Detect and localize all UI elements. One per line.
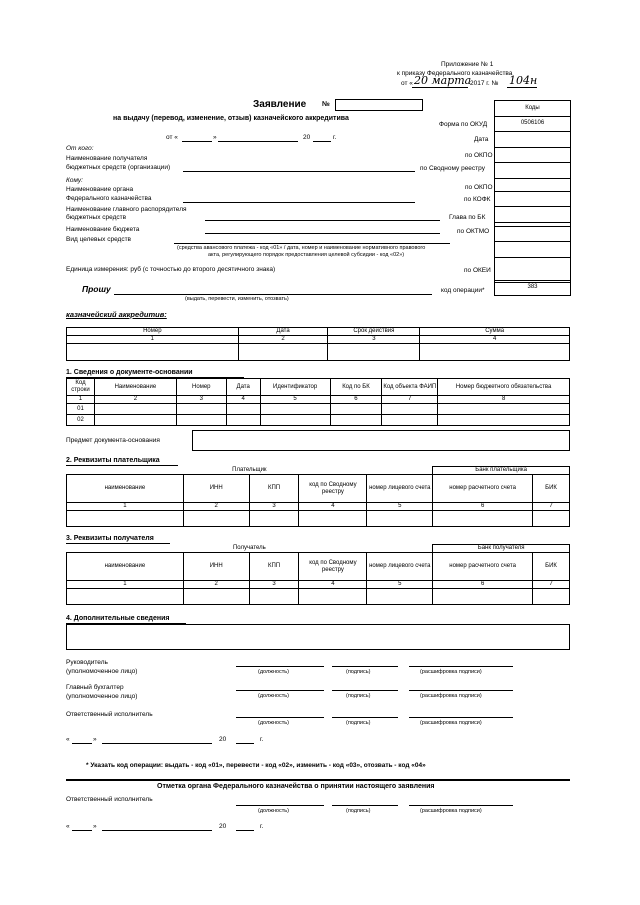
payer-num-1: 1	[67, 503, 184, 511]
date-close: »	[213, 134, 217, 141]
request-label: Прошу	[82, 284, 111, 294]
recipient-field[interactable]	[183, 171, 415, 172]
sig-date-open: «	[66, 736, 70, 743]
sig-g: г.	[260, 736, 264, 743]
operation-code-field[interactable]	[494, 282, 571, 296]
acc-num-1: 1	[67, 336, 239, 344]
mark-g: г.	[260, 823, 264, 830]
payer-col-bik: БИК	[533, 475, 570, 503]
acc-col-number: Номер	[67, 328, 239, 336]
svod-cell[interactable]	[495, 163, 571, 179]
order-date-handwritten: 20 марта	[414, 74, 472, 87]
table-cell[interactable]	[533, 589, 570, 605]
order-line: к приказу Федерального казначейства	[397, 70, 513, 77]
sig-date-close: »	[93, 736, 97, 743]
acc-sign-hint: (подпись)	[346, 693, 371, 699]
section2-title: 2. Реквизиты плательщика	[66, 457, 160, 464]
number-sign: №	[322, 101, 330, 108]
table-cell[interactable]	[226, 404, 260, 415]
s1-col-bk: Код по БК	[330, 379, 382, 396]
basis-document-table	[66, 378, 570, 426]
purpose-field[interactable]	[174, 243, 450, 244]
rcp-num-3: 3	[249, 581, 299, 589]
date-month-field[interactable]	[218, 141, 298, 142]
section1-title: 1. Сведения о документе-основании	[66, 369, 193, 376]
table-cell[interactable]	[382, 415, 438, 426]
organ-label: Наименование органа	[66, 186, 134, 193]
recipient-label: Наименование получателя	[66, 155, 148, 162]
mark-divider	[66, 779, 570, 781]
section4-title: 4. Дополнительные сведения	[66, 615, 170, 622]
head-label-2: (уполномоченное лицо)	[66, 668, 138, 675]
mark-sign-hint: (подпись)	[346, 808, 371, 814]
table-cell[interactable]	[67, 589, 184, 605]
s1-num-3: 3	[176, 396, 226, 404]
application-number-field[interactable]	[335, 99, 423, 111]
request-hint: (выдать, перевести, изменить, отозвать)	[185, 296, 289, 302]
budget-label: Наименование бюджета	[66, 226, 140, 233]
table-cell[interactable]	[67, 511, 184, 527]
table-cell[interactable]	[176, 404, 226, 415]
acc-cell-term[interactable]	[328, 344, 420, 361]
purpose-note-2: акта, регулирующего порядок предоставления целевой субсидии - код «02»)	[208, 252, 405, 258]
table-cell[interactable]	[176, 415, 226, 426]
table-cell[interactable]	[260, 415, 330, 426]
acc-cell-date[interactable]	[238, 344, 328, 361]
rcp-col-settlement: номер расчетного счета	[433, 553, 533, 581]
sig-month-field[interactable]	[102, 743, 212, 744]
request-action-field[interactable]	[114, 294, 432, 295]
s1-col-number: Номер	[176, 379, 226, 396]
okei-value: 383	[495, 280, 571, 296]
additional-info-field[interactable]	[66, 624, 570, 650]
table-cell[interactable]	[438, 404, 570, 415]
accountant-label: Главный бухгалтер	[66, 684, 124, 691]
exec-pos-hint: (должность)	[258, 720, 289, 726]
okpo2-cell[interactable]	[495, 191, 571, 207]
payer-col-inn: ИНН	[183, 475, 249, 503]
table-cell[interactable]	[367, 589, 433, 605]
rcp-num-4: 4	[299, 581, 367, 589]
exec-decode-field[interactable]	[409, 717, 513, 718]
table-cell[interactable]	[260, 404, 330, 415]
form-title: Заявление	[253, 99, 307, 110]
payer-num-6: 6	[433, 503, 533, 511]
acc-num-3: 3	[328, 336, 420, 344]
svod-label: по Сводному реестру	[420, 165, 485, 172]
rcp-col-account: номер лицевого счета	[367, 553, 433, 581]
operation-code-label: код операции*	[441, 287, 485, 294]
oktmo-label: по ОКТМО	[457, 228, 490, 235]
mark-pos-hint: (должность)	[258, 808, 289, 814]
head-pos-hint: (должность)	[258, 669, 289, 675]
date-g: г.	[333, 134, 337, 141]
rcp-col-svod: код по Сводному реестру	[299, 553, 367, 581]
subject-label: Предмет документа-основания	[66, 437, 160, 444]
date-year: 20	[303, 134, 311, 141]
grbs-label: Наименование главного распорядителя	[66, 206, 187, 213]
mark-month-field[interactable]	[102, 830, 212, 831]
rcp-num-1: 1	[67, 581, 184, 589]
acc-signature-field[interactable]	[332, 690, 398, 691]
mark-signature-field[interactable]	[332, 805, 398, 806]
payer-num-7: 7	[533, 503, 570, 511]
exec-sign-hint: (подпись)	[346, 720, 371, 726]
s1-num-6: 6	[330, 396, 382, 404]
acc-col-date: Дата	[238, 328, 328, 336]
table-cell[interactable]	[330, 404, 382, 415]
glava-cell[interactable]	[495, 226, 571, 242]
table-cell[interactable]	[226, 415, 260, 426]
s1-row-code-02: 02	[67, 415, 95, 426]
purpose-note-1: (средства авансового платежа - код «01» / дата, номер и наименование нормативного правового	[177, 245, 426, 251]
s1-num-2: 2	[94, 396, 176, 404]
table-cell[interactable]	[249, 589, 299, 605]
s1-col-faip: Код объекта ФАИП	[382, 379, 438, 396]
head-label: Руководитель	[66, 659, 108, 666]
rcp-num-7: 7	[533, 581, 570, 589]
s1-num-4: 4	[226, 396, 260, 404]
acc-num-2: 2	[238, 336, 328, 344]
spacer-cell	[495, 178, 571, 191]
mark-title: Отметка органа Федерального казначейства о принятии настоящего заявления	[157, 783, 435, 790]
mark-position-field[interactable]	[236, 805, 324, 806]
s1-col-date: Дата	[226, 379, 260, 396]
sig-day-field[interactable]	[72, 743, 92, 744]
okpo2-label: по ОКПО	[465, 184, 493, 191]
table-cell[interactable]	[249, 511, 299, 527]
recipient-bank-group: Банк получателя	[433, 545, 570, 553]
acc-col-term: Срок действия	[328, 328, 420, 336]
payer-bank-group: Банк плательщика	[433, 467, 570, 475]
mark-decode-hint: (расшифровка подписи)	[420, 808, 482, 814]
payer-table	[66, 466, 570, 527]
footnote: * Указать код операции: выдать - код «01», перевести - код «02», изменить - код «03», отозвать - код «04»	[86, 762, 426, 769]
okei-label: по ОКЕИ	[464, 267, 491, 274]
accreditive-heading: казначейский аккредитив:	[66, 310, 167, 319]
spacer-cell-3	[495, 257, 571, 280]
okpo-label: по ОКПО	[465, 152, 493, 159]
date-label: Дата	[474, 136, 489, 143]
mark-executor-label: Ответственный исполнитель	[66, 796, 153, 803]
accountant-label-2: (уполномоченное лицо)	[66, 693, 138, 700]
mark-date-open: «	[66, 823, 70, 830]
rcp-col-bik: БИК	[533, 553, 570, 581]
date-code-cell[interactable]	[495, 132, 571, 148]
to-label: Кому:	[66, 177, 83, 184]
section3-title: 3. Реквизиты получателя	[66, 535, 154, 542]
mark-day-field[interactable]	[72, 830, 92, 831]
glava-label: Глава по БК	[449, 214, 486, 221]
recipient-label-2: бюджетных средств (организации)	[66, 164, 171, 171]
payer-col-settlement: номер расчетного счета	[433, 475, 533, 503]
mark-date-close: »	[93, 823, 97, 830]
acc-decode-field[interactable]	[409, 690, 513, 691]
table-cell[interactable]	[367, 511, 433, 527]
mark-year: 20	[219, 823, 227, 830]
recipient-group: Получатель	[67, 545, 433, 553]
payer-num-4: 4	[299, 503, 367, 511]
table-cell[interactable]	[183, 511, 249, 527]
date-open: от «	[166, 134, 178, 141]
table-cell[interactable]	[433, 589, 533, 605]
acc-cell-sum[interactable]	[420, 344, 570, 361]
rcp-col-inn: ИНН	[183, 553, 249, 581]
payer-col-svod: код по Сводному реестру	[299, 475, 367, 503]
grbs-label-2: бюджетных средств	[66, 214, 127, 221]
payer-num-3: 3	[249, 503, 299, 511]
rcp-num-6: 6	[433, 581, 533, 589]
sig-year: 20	[219, 736, 227, 743]
table-cell[interactable]	[330, 415, 382, 426]
oktmo-cell[interactable]	[495, 242, 571, 258]
table-cell[interactable]	[299, 511, 367, 527]
codes-header: Коды	[495, 101, 571, 117]
head-decode-field[interactable]	[409, 666, 513, 667]
head-signature-field[interactable]	[332, 666, 398, 667]
payer-col-account: номер лицевого счета	[367, 475, 433, 503]
form-subtitle: на выдачу (перевод, изменение, отзыв) казначейского аккредитива	[113, 115, 349, 122]
table-cell[interactable]	[533, 511, 570, 527]
budget-field[interactable]	[205, 233, 440, 234]
head-position-field[interactable]	[236, 666, 324, 667]
subject-field[interactable]	[192, 430, 570, 451]
table-cell[interactable]	[183, 589, 249, 605]
order-number-handwritten: 104н	[509, 74, 538, 87]
s1-col-code: Код строки	[67, 379, 95, 396]
grbs-field[interactable]	[205, 220, 440, 221]
sig-year-field[interactable]	[236, 743, 254, 744]
acc-pos-hint: (должность)	[258, 693, 289, 699]
organ-label-2: Федерального казначейства	[66, 195, 152, 202]
unit-label: Единица измерения: руб (с точностью до второго десятичного знака)	[66, 266, 276, 273]
organ-field[interactable]	[183, 202, 415, 203]
head-decode-hint: (расшифровка подписи)	[420, 669, 482, 675]
payer-col-name: наименование	[67, 475, 184, 503]
order-year: 2017 г. №	[470, 80, 499, 87]
rcp-num-2: 2	[183, 581, 249, 589]
rcp-col-name: наименование	[67, 553, 184, 581]
acc-position-field[interactable]	[236, 690, 324, 691]
s1-num-7: 7	[382, 396, 438, 404]
from-label: От кого:	[66, 145, 94, 152]
s1-num-5: 5	[260, 396, 330, 404]
acc-cell-number[interactable]	[67, 344, 239, 361]
s1-col-id: Идентификатор	[260, 379, 330, 396]
s1-num-8: 8	[438, 396, 570, 404]
exec-decode-hint: (расшифровка подписи)	[420, 720, 482, 726]
s1-col-name: Наименование	[94, 379, 176, 396]
purpose-label: Вид целевых средств	[66, 236, 132, 243]
s1-num-1: 1	[67, 396, 95, 404]
mark-year-field[interactable]	[236, 830, 254, 831]
okud-value: 0506106	[495, 116, 571, 132]
table-cell[interactable]	[382, 404, 438, 415]
kofk-cell[interactable]	[495, 207, 571, 223]
s1-row-code-01: 01	[67, 404, 95, 415]
order-date-prefix: от «	[401, 80, 413, 87]
head-sign-hint: (подпись)	[346, 669, 371, 675]
accreditive-table	[66, 327, 570, 361]
acc-num-4: 4	[420, 336, 570, 344]
table-cell[interactable]	[299, 589, 367, 605]
table-cell[interactable]	[433, 511, 533, 527]
okud-label: Форма по ОКУД	[439, 121, 488, 128]
kofk-label: по КОФК	[464, 196, 491, 203]
exec-signature-field[interactable]	[332, 717, 398, 718]
acc-decode-hint: (расшифровка подписи)	[420, 693, 482, 699]
table-cell[interactable]	[94, 415, 176, 426]
appendix-label: Приложение № 1	[441, 61, 494, 68]
payer-col-kpp: КПП	[249, 475, 299, 503]
executor-label: Ответственный исполнитель	[66, 711, 153, 718]
recipient-table	[66, 544, 570, 605]
rcp-col-kpp: КПП	[249, 553, 299, 581]
table-cell[interactable]	[94, 404, 176, 415]
acc-col-sum: Сумма	[420, 328, 570, 336]
payer-num-2: 2	[183, 503, 249, 511]
table-cell[interactable]	[438, 415, 570, 426]
s1-col-obligation: Номер бюджетного обязательства	[438, 379, 570, 396]
payer-num-5: 5	[367, 503, 433, 511]
mark-decode-field[interactable]	[409, 805, 513, 806]
payer-group: Плательщик	[67, 467, 433, 475]
codes-table	[494, 100, 571, 296]
rcp-num-5: 5	[367, 581, 433, 589]
exec-position-field[interactable]	[236, 717, 324, 718]
okpo-cell[interactable]	[495, 147, 571, 163]
